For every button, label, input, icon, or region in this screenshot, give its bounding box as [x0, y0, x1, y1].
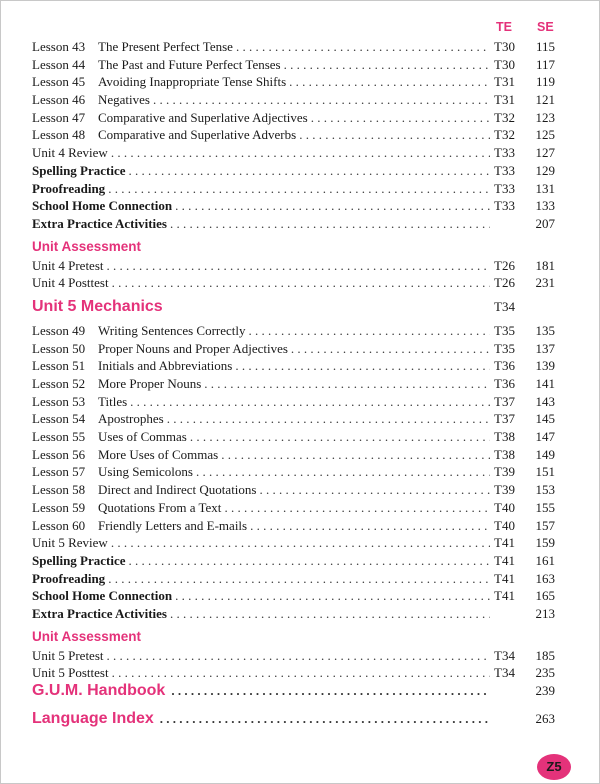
se-page: 231 — [535, 275, 555, 291]
se-page: 163 — [535, 570, 555, 586]
se-page: 151 — [535, 464, 555, 480]
toc-row — [32, 215, 555, 233]
entry-label: Unit 4 Review — [32, 145, 108, 161]
te-page: T35 — [494, 322, 515, 338]
entry-title: More Proper Nouns — [98, 376, 202, 391]
entry-label: Unit 4 Pretest — [32, 257, 104, 273]
se-page: 207 — [535, 215, 555, 231]
index-se-page: 263 — [535, 711, 555, 726]
te-page: T30 — [494, 39, 515, 54]
entry-label: Proofreading — [32, 180, 106, 196]
se-page: 147 — [535, 429, 555, 445]
entry-label: Lesson 47 — [32, 109, 86, 125]
entry-title: Proper Nouns and Proper Adjectives — [98, 340, 288, 356]
entry-label: Lesson 50 — [32, 340, 86, 356]
toc-row — [32, 570, 555, 588]
leader-dots — [111, 144, 490, 162]
unit-5-heading: Unit 5 Mechanics — [32, 297, 163, 315]
toc-row — [32, 144, 555, 162]
toc-row — [32, 647, 555, 665]
entry-title: Titles — [98, 393, 128, 409]
te-page: T35 — [494, 340, 515, 356]
toc-row — [32, 446, 555, 464]
leader-dots — [221, 446, 490, 464]
entry-label: Lesson 44 — [32, 56, 86, 72]
entry-label: Unit 5 Review — [32, 535, 108, 551]
te-page: T30 — [494, 56, 515, 72]
leader-dots — [259, 481, 490, 499]
leader-dots — [111, 534, 490, 552]
entry-title: Writing Sentences Correctly — [98, 322, 246, 338]
leader-dots — [108, 180, 490, 198]
entry-title: Comparative and Superlative Adjectives — [98, 109, 308, 125]
entry-label: Lesson 59 — [32, 499, 86, 515]
leader-dots — [250, 517, 490, 535]
leader-dots — [311, 109, 490, 127]
toc-row — [32, 393, 555, 411]
se-page: 181 — [535, 257, 555, 273]
se-page: 119 — [535, 74, 555, 90]
leader-dots — [171, 683, 490, 699]
toc-row — [32, 517, 555, 535]
toc-row — [32, 274, 555, 292]
se-page: 165 — [535, 588, 555, 604]
leader-dots — [107, 647, 491, 665]
te-page: T33 — [494, 180, 515, 196]
entry-title: Avoiding Inappropriate Tense Shifts — [98, 74, 287, 90]
te-page: T26 — [494, 275, 515, 291]
entry-title: Negatives — [98, 92, 150, 108]
te-page: T32 — [494, 109, 515, 125]
te-page: T39 — [494, 482, 515, 498]
entry-label: Lesson 54 — [32, 411, 86, 427]
te-page: T38 — [494, 446, 515, 462]
toc-row — [32, 499, 555, 517]
toc-row — [32, 463, 555, 481]
entry-label: Lesson 46 — [32, 92, 86, 108]
se-page: 155 — [535, 499, 555, 515]
entry-label: Lesson 60 — [32, 517, 86, 533]
entry-label: Unit 5 Posttest — [32, 665, 109, 681]
entry-label: Lesson 45 — [32, 74, 86, 90]
toc-row — [32, 180, 555, 198]
leader-dots — [167, 410, 490, 428]
se-page: 131 — [535, 180, 555, 196]
entry-label: Lesson 58 — [32, 482, 86, 498]
te-page: T40 — [494, 517, 515, 533]
leader-dots — [175, 197, 490, 215]
toc-row — [32, 587, 555, 605]
leader-dots — [112, 664, 490, 682]
leader-dots — [249, 322, 491, 340]
toc-row — [32, 605, 555, 623]
entry-label: Lesson 57 — [32, 464, 86, 480]
entry-title: Direct and Indirect Quotations — [98, 482, 257, 498]
te-page: T31 — [494, 74, 515, 90]
entry-title: Quotations From a Text — [98, 499, 222, 515]
entry-label: Unit 5 Pretest — [32, 647, 104, 663]
entry-title: The Present Perfect Tense — [98, 39, 233, 54]
te-page: T32 — [494, 127, 515, 143]
unit-5-assessment-entries — [32, 647, 555, 682]
te-page: T41 — [494, 552, 515, 568]
leader-dots — [284, 56, 490, 74]
leader-dots — [112, 274, 490, 292]
se-page: 145 — [535, 411, 555, 427]
entry-label: Lesson 43 — [32, 39, 86, 54]
se-page: 143 — [535, 393, 555, 409]
te-page: T33 — [494, 162, 515, 178]
entry-title: Uses of Commas — [98, 429, 187, 445]
te-page: T41 — [494, 535, 515, 551]
entry-label: Lesson 51 — [32, 358, 86, 374]
handbook-title: G.U.M. Handbook — [32, 682, 166, 699]
handbook-se-page: 239 — [535, 683, 555, 698]
te-page: T34 — [494, 665, 515, 681]
entry-label: Proofreading — [32, 570, 106, 586]
leader-dots — [153, 91, 490, 109]
entry-title: Using Semicolons — [98, 464, 193, 480]
entry-title: Initials and Abbreviations — [98, 358, 233, 374]
entry-title: The Past and Future Perfect Tenses — [98, 56, 281, 72]
page-number-badge: Z5 — [537, 754, 571, 780]
leader-dots — [235, 357, 490, 375]
se-page: 127 — [535, 145, 555, 161]
te-page: T26 — [494, 257, 515, 273]
entry-label: Lesson 55 — [32, 429, 86, 445]
se-page: 141 — [535, 376, 555, 391]
leader-dots — [236, 38, 490, 56]
se-page: 161 — [535, 552, 555, 568]
leader-dots — [299, 126, 490, 144]
se-column-header: SE — [537, 20, 554, 34]
entry-label: Spelling Practice — [32, 552, 126, 568]
se-page: 123 — [535, 109, 555, 125]
se-page: 129 — [535, 162, 555, 178]
se-page: 213 — [535, 605, 555, 621]
unit-5-te-page: T34 — [494, 298, 515, 314]
leader-dots — [289, 73, 490, 91]
unit-4-assessment-entries — [32, 257, 555, 292]
se-page: 139 — [535, 358, 555, 374]
entry-label: Lesson 52 — [32, 376, 86, 391]
unit-5-heading-row — [32, 292, 555, 322]
leader-dots — [196, 463, 490, 481]
se-page: 133 — [535, 198, 555, 214]
toc-row — [32, 73, 555, 91]
toc-row — [32, 357, 555, 375]
toc-row — [32, 109, 555, 127]
toc-row — [32, 197, 555, 215]
entry-title: Comparative and Superlative Adverbs — [98, 127, 297, 143]
te-column-header: TE — [496, 20, 512, 34]
leader-dots — [130, 393, 490, 411]
leader-dots — [160, 711, 490, 727]
te-page: T36 — [494, 376, 515, 391]
index-title: Language Index — [32, 710, 154, 727]
leader-dots — [170, 215, 490, 233]
leader-dots — [129, 552, 490, 570]
entry-label: Unit 4 Posttest — [32, 275, 109, 291]
leader-dots — [107, 257, 491, 275]
se-page: 153 — [535, 482, 555, 498]
se-page: 137 — [535, 340, 555, 356]
se-page: 159 — [535, 535, 555, 551]
te-page: T39 — [494, 464, 515, 480]
toc-row — [32, 664, 555, 682]
te-page: T41 — [494, 570, 515, 586]
entry-label: Extra Practice Activities — [32, 605, 167, 621]
toc-row — [32, 257, 555, 275]
toc-row — [32, 375, 555, 393]
toc-row — [32, 552, 555, 570]
toc-row — [32, 91, 555, 109]
toc-row — [32, 481, 555, 499]
entry-title: Apostrophes — [98, 411, 164, 427]
te-page: T36 — [494, 358, 515, 374]
se-page: 115 — [535, 39, 555, 54]
entry-label: Lesson 53 — [32, 393, 86, 409]
entry-label: Spelling Practice — [32, 162, 126, 178]
se-page: 125 — [535, 127, 555, 143]
unit-5-entries — [32, 322, 555, 623]
te-page: T41 — [494, 588, 515, 604]
leader-dots — [108, 570, 490, 588]
entry-label: Extra Practice Activities — [32, 215, 167, 231]
index-row — [32, 710, 555, 738]
handbook-row — [32, 682, 555, 710]
leader-dots — [224, 499, 490, 517]
entry-label: Lesson 56 — [32, 446, 86, 462]
toc-row — [32, 410, 555, 428]
te-page: T33 — [494, 198, 515, 214]
leader-dots — [204, 375, 490, 393]
se-page: 149 — [535, 446, 555, 462]
entry-label: Lesson 49 — [32, 322, 86, 338]
te-page: T38 — [494, 429, 515, 445]
entry-label: School Home Connection — [32, 588, 173, 604]
toc-row — [32, 322, 555, 340]
unit-4-entries — [32, 38, 555, 233]
entry-label: Lesson 48 — [32, 127, 86, 143]
toc-row — [32, 340, 555, 358]
toc-row — [32, 56, 555, 74]
entry-label: School Home Connection — [32, 198, 173, 214]
te-page: T31 — [494, 92, 515, 108]
leader-dots — [190, 428, 490, 446]
unit-5-assessment-heading: Unit Assessment — [32, 628, 142, 644]
te-page: T37 — [494, 411, 515, 427]
se-page: 157 — [535, 517, 555, 533]
se-page: 235 — [535, 665, 555, 681]
leader-dots — [175, 587, 490, 605]
leader-dots — [291, 340, 490, 358]
te-page: T33 — [494, 145, 515, 161]
toc-row — [32, 534, 555, 552]
se-page: 121 — [535, 92, 555, 108]
toc-row — [32, 428, 555, 446]
te-page: T37 — [494, 393, 515, 409]
te-page: T34 — [494, 647, 515, 663]
toc-row — [32, 126, 555, 144]
toc-row — [32, 162, 555, 180]
unit-4-assessment-heading: Unit Assessment — [32, 238, 142, 254]
se-page: 117 — [535, 56, 555, 72]
leader-dots — [170, 605, 490, 623]
te-page: T40 — [494, 499, 515, 515]
toc-row — [32, 38, 555, 56]
leader-dots — [129, 162, 490, 180]
table-of-contents — [32, 38, 555, 738]
entry-title: More Uses of Commas — [98, 446, 219, 462]
se-page: 185 — [535, 647, 555, 663]
entry-title: Friendly Letters and E-mails — [98, 517, 248, 533]
se-page: 135 — [535, 322, 555, 338]
